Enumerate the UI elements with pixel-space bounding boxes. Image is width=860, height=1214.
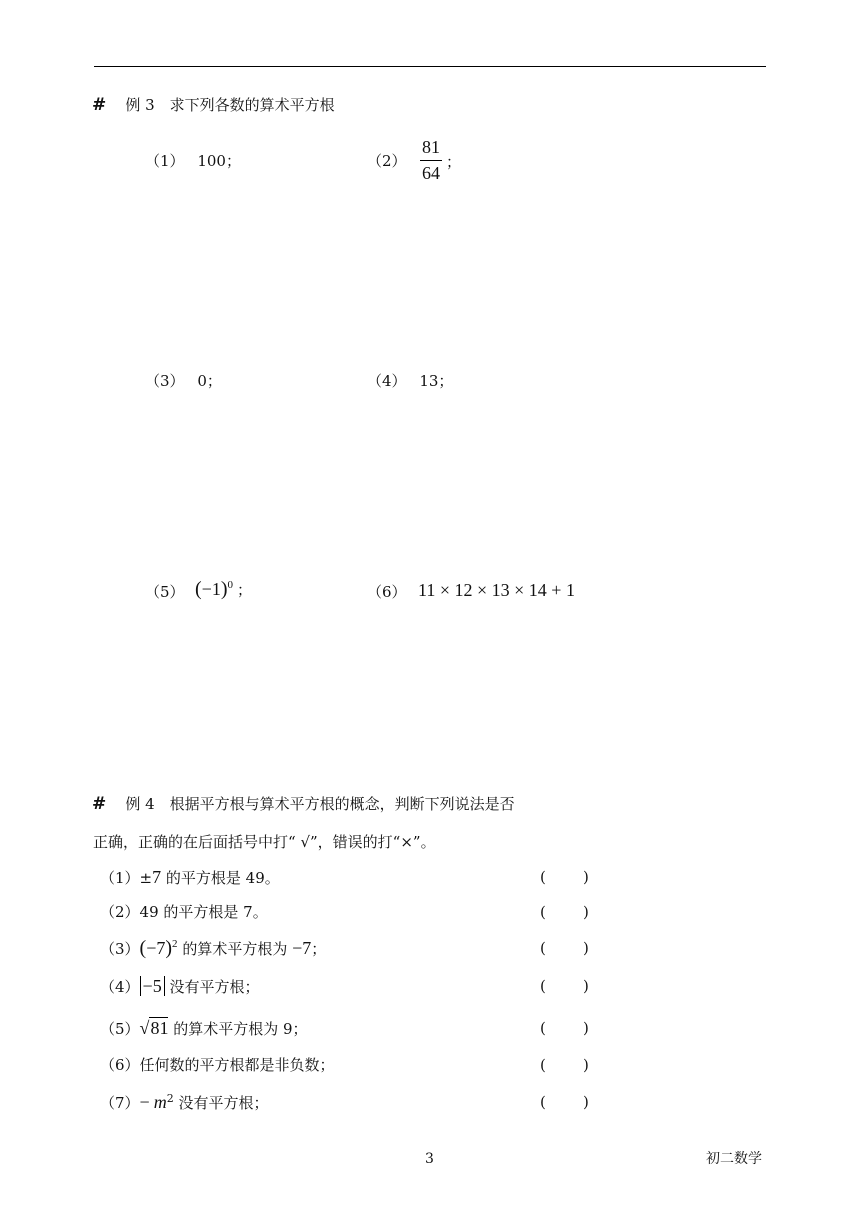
item-label: （4） — [100, 978, 140, 996]
item-value: 13； — [419, 372, 454, 390]
variable: m — [153, 1092, 167, 1112]
statement-text: 任何数的平方根都是非负数； — [139, 1056, 335, 1074]
header-rule — [94, 66, 766, 67]
ex3-item-6-label: （6） — [367, 583, 407, 601]
ex4-statement-3: $(3)(-7)^2$ 的算术平方根为 −7； — [100, 937, 327, 959]
absolute-value: −5 — [140, 976, 165, 996]
item-suffix: ； — [237, 583, 253, 599]
power-base: −1 — [201, 579, 221, 599]
item-label: （3） — [145, 372, 185, 390]
bracket-open: ( — [540, 868, 546, 886]
ex4-statement-4 — [100, 977, 259, 996]
ex4-statement-2 — [100, 903, 268, 921]
power-exponent: 2 — [172, 938, 178, 950]
power-exponent: 0 — [227, 579, 233, 591]
answer-bracket-5[interactable] — [540, 1019, 589, 1037]
bracket-open: ( — [540, 977, 546, 995]
fraction-denominator: 64 — [422, 163, 440, 183]
statement-text: 没有平方根； — [173, 1094, 269, 1112]
answer-bracket-2[interactable] — [540, 903, 589, 921]
fraction-numerator: 81 — [420, 137, 442, 161]
answer-bracket-7[interactable] — [540, 1093, 589, 1111]
ex4-statement-6 — [100, 1056, 335, 1074]
subject-label: 初二数学 — [706, 1151, 762, 1167]
hash-marker: # — [92, 95, 107, 115]
statement-text: 的平方根是 49。 — [161, 869, 280, 887]
plus-minus-sign: ± — [139, 869, 153, 887]
power-base: −7 — [146, 938, 166, 958]
minus-sign: − — [139, 1092, 150, 1112]
bracket-close: ) — [583, 977, 589, 995]
bracket-open: ( — [540, 1093, 546, 1111]
item-label: （7） — [100, 1094, 140, 1112]
item-label: （1） — [100, 869, 140, 887]
sqrt-expression: √81 — [139, 1018, 169, 1038]
statement-value: −7 — [292, 938, 312, 958]
item-value: 100； — [197, 152, 241, 170]
example3-title: 例 3 求下列各数的算术平方根 — [125, 96, 335, 114]
statement-end: ； — [311, 940, 327, 958]
ex3-item-2-label: （2） — [367, 152, 407, 170]
ex3-item-2-suffix: ； — [446, 153, 462, 171]
page-number: 3 — [425, 1151, 434, 1167]
ex3-item-1 — [145, 152, 241, 170]
ex4-statement-7 — [100, 1093, 268, 1112]
ex4-statement-5 — [100, 1019, 308, 1038]
statement-number: 7 — [152, 867, 162, 887]
example4-heading — [92, 794, 515, 814]
statement-text: 的算术平方根为 9； — [168, 1020, 308, 1038]
ex3-item-2-fraction — [420, 137, 442, 184]
answer-bracket-4[interactable] — [540, 977, 589, 995]
bracket-open: ( — [540, 1056, 546, 1074]
statement-text: 的算术平方根为 — [177, 940, 293, 958]
radicand: 81 — [150, 1018, 169, 1038]
item-label: （3） — [100, 940, 140, 958]
ex3-item-5-label: （5） — [145, 583, 185, 601]
bracket-open: ( — [540, 903, 546, 921]
item-label: （5） — [100, 1020, 140, 1038]
item-value: 0； — [197, 372, 222, 390]
example3-heading — [92, 95, 335, 115]
bracket-close: ) — [583, 868, 589, 886]
example4-title-line2: 正确，正确的在后面括号中打“ √”，错误的打“×”。 — [93, 833, 436, 851]
hash-marker: # — [92, 794, 107, 814]
item-label: （1） — [145, 152, 185, 170]
example4-title-line1: 例 4 根据平方根与算术平方根的概念，判断下列说法是否 — [125, 795, 515, 813]
statement-text: 49 的平方根是 7。 — [139, 903, 268, 921]
bracket-open: ( — [540, 1019, 546, 1037]
statement-text: 没有平方根； — [164, 978, 260, 996]
ex3-item-5-expression: $(-1)^0$ ； — [195, 578, 253, 600]
bracket-close: ) — [583, 939, 589, 957]
bracket-close: ) — [583, 1019, 589, 1037]
answer-bracket-1[interactable] — [540, 868, 589, 886]
item-label: （6） — [100, 1056, 140, 1074]
ex3-item-6-expression: 11 × 12 × 13 × 14 + 1 — [418, 580, 575, 600]
ex3-item-4 — [367, 372, 453, 390]
bracket-open: ( — [540, 939, 546, 957]
bracket-close: ) — [583, 1093, 589, 1111]
item-label: （2） — [100, 903, 140, 921]
bracket-close: ) — [583, 903, 589, 921]
bracket-close: ) — [583, 1056, 589, 1074]
power-exponent: 2 — [166, 1092, 174, 1105]
ex4-statement-1 — [100, 868, 280, 887]
ex3-item-3 — [145, 372, 222, 390]
answer-bracket-3[interactable] — [540, 939, 589, 957]
answer-bracket-6[interactable] — [540, 1056, 589, 1074]
item-label: （4） — [367, 372, 407, 390]
